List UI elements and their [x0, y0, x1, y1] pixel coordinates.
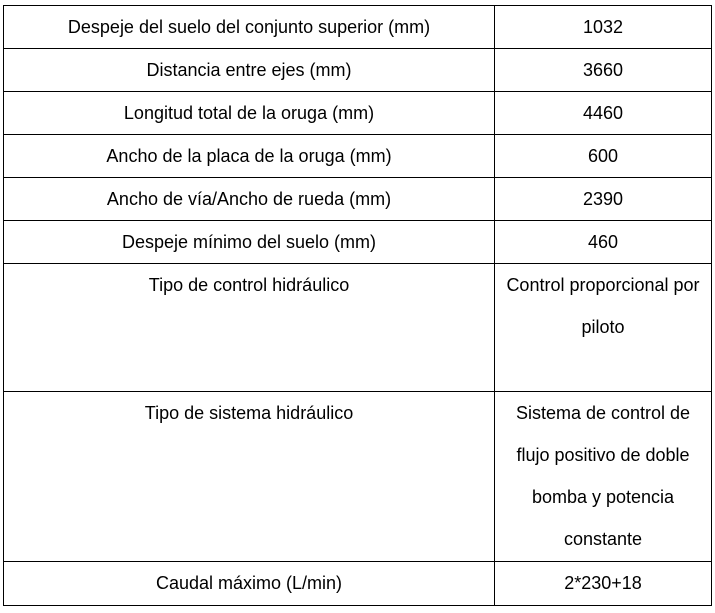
spec-label: Ancho de vía/Ancho de rueda (mm): [4, 178, 495, 221]
spec-value: 2*230+18: [495, 562, 712, 606]
table-row: [4, 562, 712, 606]
spec-label: Despeje mínimo del suelo (mm): [4, 221, 495, 264]
table-row: [4, 264, 712, 392]
specifications-table: [3, 5, 712, 606]
table-row: [4, 392, 712, 562]
table-row: [4, 135, 712, 178]
spec-label: Tipo de control hidráulico: [4, 264, 495, 392]
table-row: [4, 6, 712, 49]
spec-label: Distancia entre ejes (mm): [4, 49, 495, 92]
spec-value: 4460: [495, 92, 712, 135]
table-row: [4, 92, 712, 135]
spec-value: 2390: [495, 178, 712, 221]
spec-label: Caudal máximo (L/min): [4, 562, 495, 606]
spec-value: 460: [495, 221, 712, 264]
spec-value: Sistema de control de flujo positivo de doble bomba y potencia constante: [495, 392, 712, 562]
table-row: [4, 49, 712, 92]
spec-label: Despeje del suelo del conjunto superior (mm): [4, 6, 495, 49]
spec-value: Control proporcional por piloto: [495, 264, 712, 392]
spec-value: 600: [495, 135, 712, 178]
table-row: [4, 221, 712, 264]
spec-label: Longitud total de la oruga (mm): [4, 92, 495, 135]
spec-value: 3660: [495, 49, 712, 92]
spec-label: Ancho de la placa de la oruga (mm): [4, 135, 495, 178]
table-row: [4, 178, 712, 221]
spec-label: Tipo de sistema hidráulico: [4, 392, 495, 562]
spec-value: 1032: [495, 6, 712, 49]
